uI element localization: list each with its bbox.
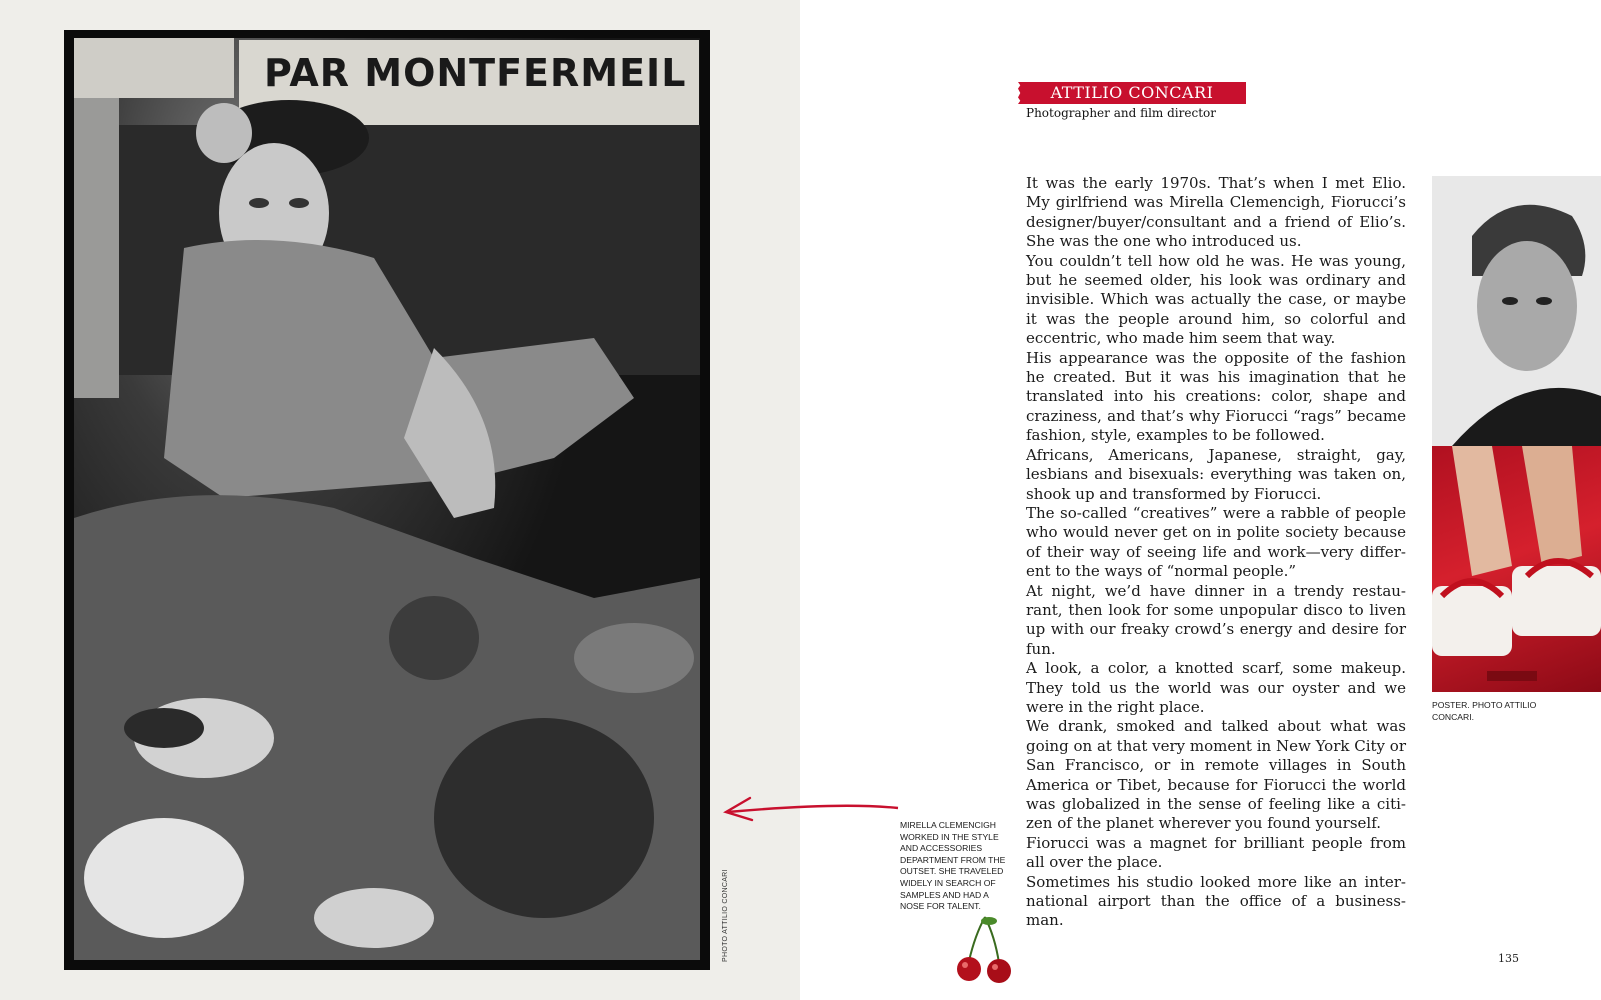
poster-caption: POSTER. PHOTO ATTILIO CONCARI. — [1432, 700, 1537, 722]
photo-caption: MIRELLA CLEMENCIGH WORKED IN THE STYLE AND ACCESSORIES DEPARTMENT FROM THE OUTSET. SHE TRAVELED WIDELY IN SEARCH OF SAMPLES AND HAD A NOSE FOR TALENT. — [900, 820, 1006, 912]
paragraph: His appearance was the opposite of the fashion he created. But it was his imagination that he translated into his creations: color, shape and craziness, and that’s why Fiorucci “rags” became fashion, style, examples to be followed. — [1026, 348, 1406, 445]
poster-photo — [1432, 446, 1601, 692]
author-name: ATTILIO CONCARI — [1050, 83, 1214, 102]
cherries-icon — [955, 915, 1015, 983]
portrait-illustration — [1432, 176, 1601, 446]
paragraph: At night, we’d have dinner in a trendy restau-rant, then look for some unpopular disco to liven up with our freaky crowd’s energy and desire for fun. — [1026, 581, 1406, 658]
paragraph: The so-called “creatives” were a rabble of people who would never get on in polite society because of their way of seeing life and work—very differ-ent to the ways of “normal people.” — [1026, 503, 1406, 581]
portrait-photo — [1432, 176, 1601, 446]
poster-illustration — [1432, 446, 1601, 692]
author-role: Photographer and film director — [1026, 106, 1216, 120]
photo-credit: PHOTO ATTILIO CONCARI — [722, 869, 729, 962]
paragraph: We drank, smoked and talked about what was going on at that very moment in New York City or San Francisco, or in remote villages in South America or Tibet, because for Fiorucci the world was globalized in the sense of feeling like a citi-zen of the planet wherever you found yourself. — [1026, 717, 1406, 833]
paragraph: You couldn’t tell how old he was. He was young, but he seemed older, his look was ordinary and invisible. Which was actually the case, or maybe it was the people around him, so colorful and eccentric, who made him seem that way. — [1026, 251, 1406, 348]
arrow-icon — [720, 790, 900, 830]
photo-illustration — [74, 38, 700, 960]
photo-content — [74, 38, 700, 960]
black-and-white-photo — [64, 30, 710, 970]
page-number: 135 — [1498, 952, 1519, 965]
sign-text: PAR MONTFERMEIL — [264, 51, 687, 95]
left-page — [0, 0, 800, 1000]
paragraph: It was the early 1970s. That’s when I met Elio. My girlfriend was Mirella Clemencigh, Fiorucci’s designer/buyer/consultant and a friend of Elio’s. She was the one who introduced us. — [1026, 174, 1406, 251]
paragraph: Sometimes his studio looked more like an inter-national airport than the office of a business-man. — [1026, 872, 1406, 930]
paragraph: Fiorucci was a magnet for brilliant people from all over the place. — [1026, 833, 1406, 872]
paragraph: Africans, Americans, Japanese, straight, gay, lesbians and bisexuals: everything was taken on, shook up and transformed by Fiorucci. — [1026, 445, 1406, 503]
article-body — [1026, 174, 1406, 931]
paragraph: A look, a color, a knotted scarf, some makeup. They told us the world was our oyster and we were in the right place. — [1026, 659, 1406, 716]
